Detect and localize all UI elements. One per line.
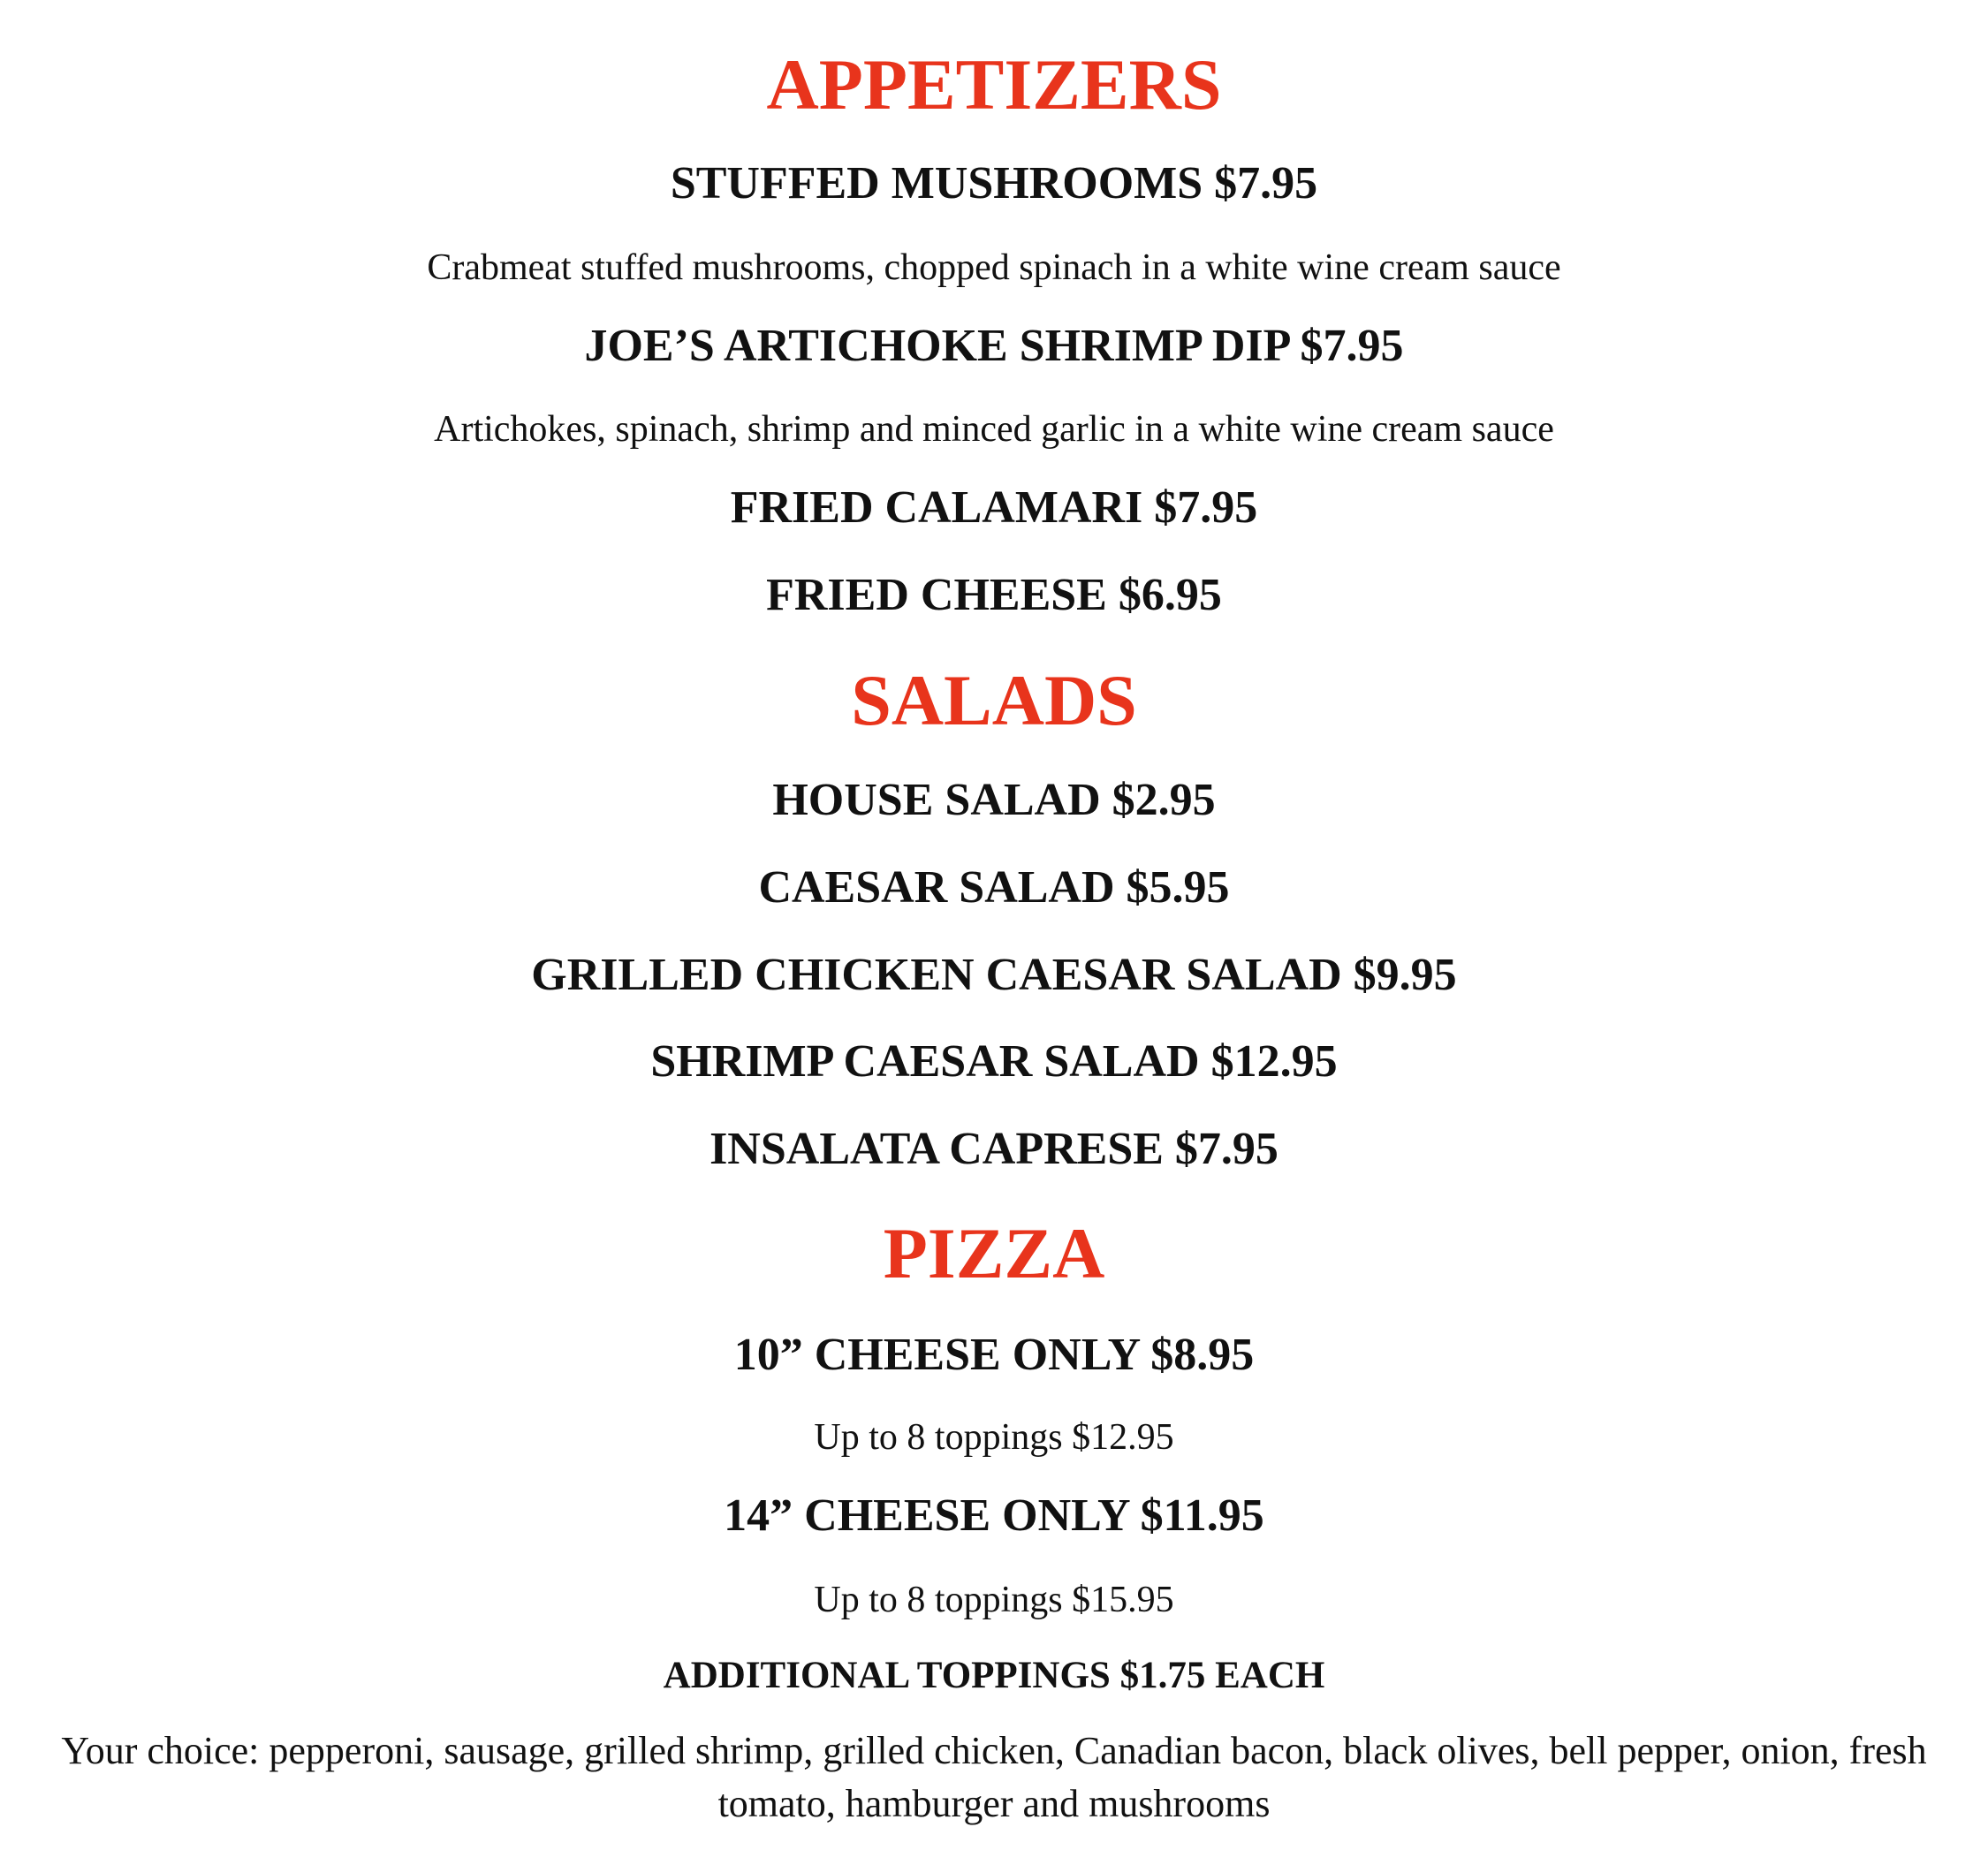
menu-item-description: Up to 8 toppings $15.95	[814, 1580, 1174, 1620]
section-title-appetizers: APPETIZERS	[766, 44, 1222, 125]
menu-item-artichoke-shrimp-dip: JOE’S ARTICHOKE SHRIMP DIP $7.95	[584, 321, 1404, 371]
menu-item-10-inch-cheese: 10” CHEESE ONLY $8.95	[733, 1330, 1255, 1380]
menu-item-shrimp-caesar-salad: SHRIMP CAESAR SALAD $12.95	[650, 1036, 1338, 1087]
section-title-pizza: PIZZA	[883, 1213, 1105, 1293]
additional-toppings-price: ADDITIONAL TOPPINGS $1.75 EACH	[663, 1655, 1325, 1696]
menu-item-description: Up to 8 toppings $12.95	[814, 1417, 1174, 1458]
section-title-salads: SALADS	[851, 660, 1137, 740]
toppings-choice-list: Your choice: pepperoni, sausage, grilled shrimp, grilled chicken, Canadian bacon, black olives, bell pepper, onion, fresh tomato, hamburger and mushrooms	[61, 1729, 1927, 1825]
menu-item-grilled-chicken-caesar-salad: GRILLED CHICKEN CAESAR SALAD $9.95	[531, 950, 1457, 1000]
menu-item-fried-calamari: FRIED CALAMARI $7.95	[730, 482, 1258, 533]
menu-item-14-inch-cheese: 14” CHEESE ONLY $11.95	[724, 1490, 1264, 1541]
menu-item-stuffed-mushrooms: STUFFED MUSHROOMS $7.95	[670, 158, 1318, 209]
menu-item-caesar-salad: CAESAR SALAD $5.95	[758, 862, 1230, 913]
menu-item-description: Crabmeat stuffed mushrooms, chopped spinach in a white wine cream sauce	[427, 247, 1561, 288]
menu-item-fried-cheese: FRIED CHEESE $6.95	[766, 570, 1222, 620]
menu-item-house-salad: HOUSE SALAD $2.95	[772, 775, 1216, 825]
menu-item-description: Artichokes, spinach, shrimp and minced garlic in a white wine cream sauce	[434, 409, 1554, 450]
menu-item-insalata-caprese: INSALATA CAPRESE $7.95	[709, 1124, 1279, 1174]
